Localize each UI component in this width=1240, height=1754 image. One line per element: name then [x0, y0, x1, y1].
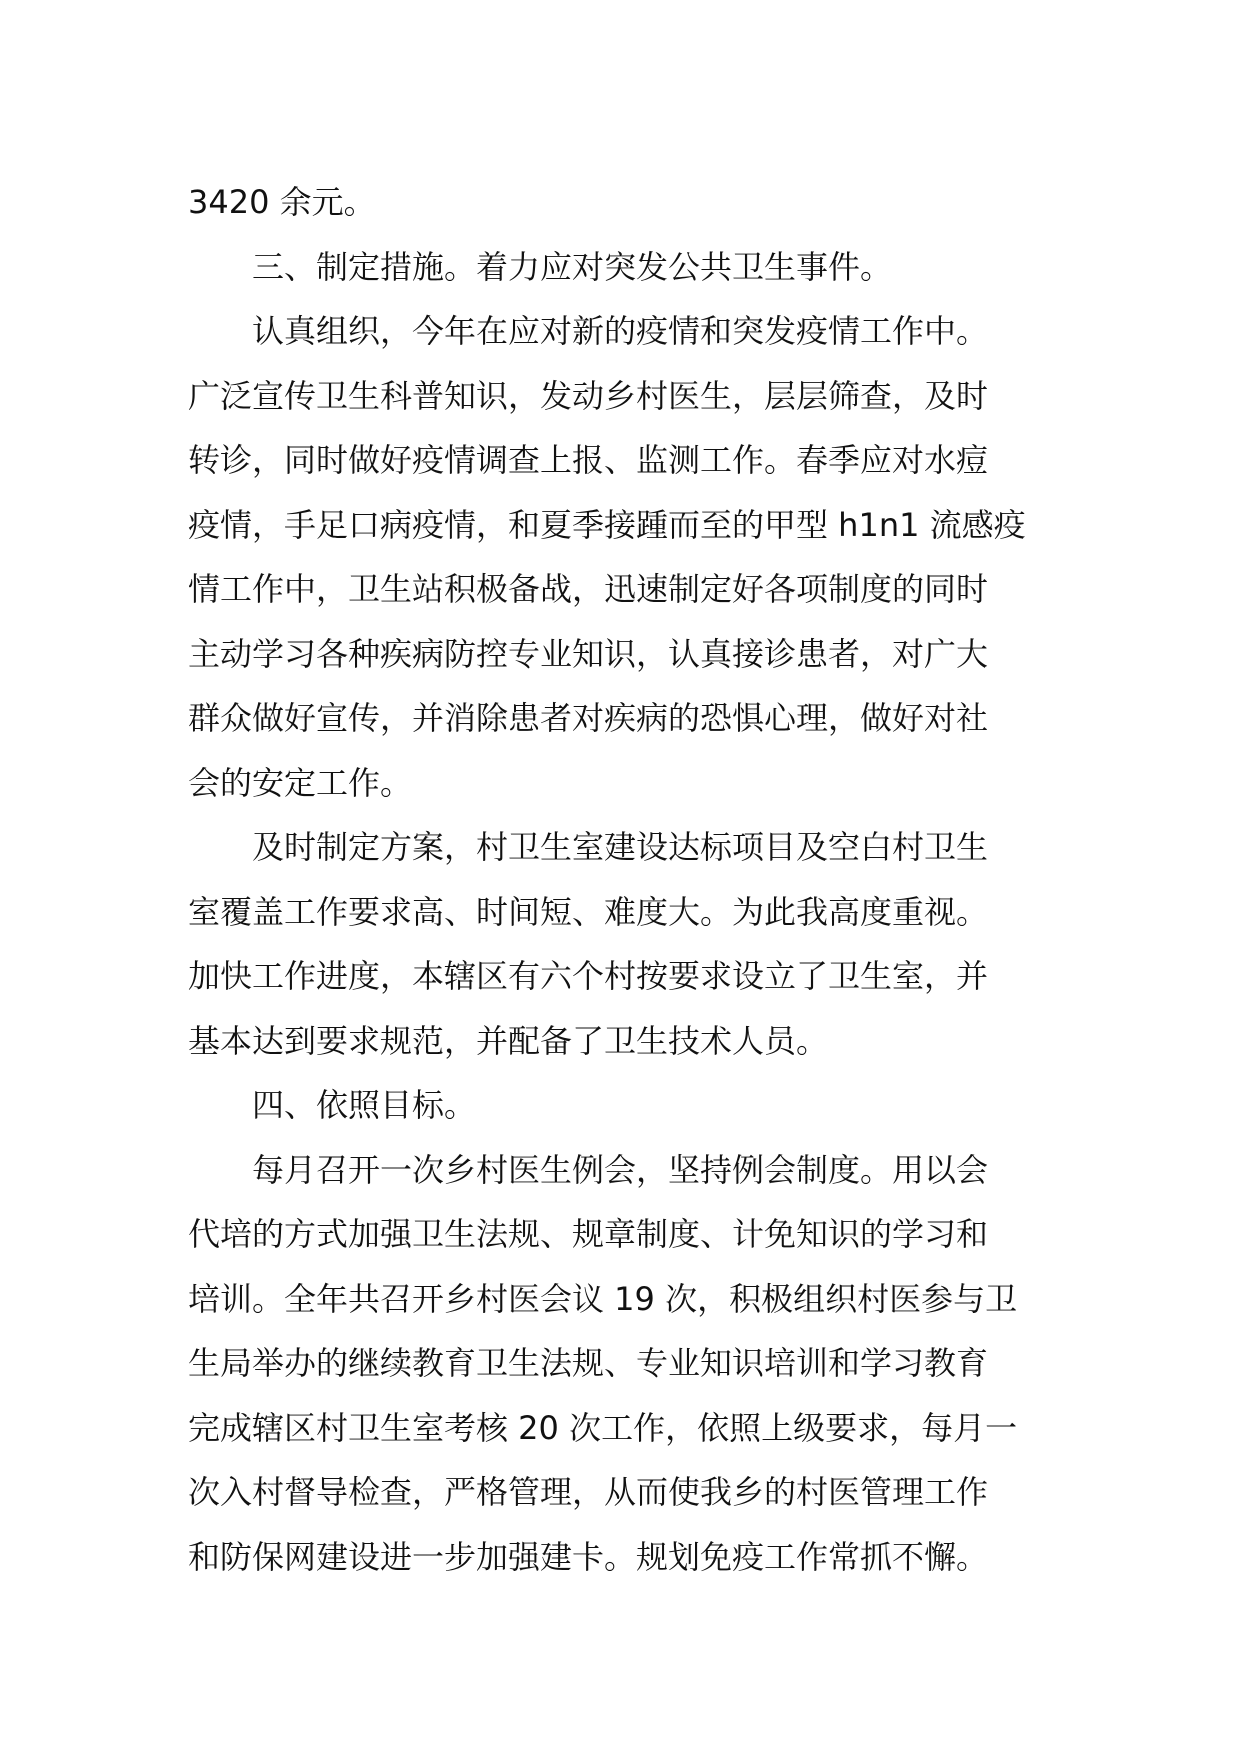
text-line: 基本达到要求规范，并配备了卫生技术人员。 [188, 1021, 829, 1060]
text-line: 会的安定工作。 [188, 763, 413, 802]
text-line: 和防保网建设进一步加强建卡。规划免疫工作常抓不懈。 [188, 1537, 989, 1576]
text-line: 次入村督导检查，严格管理，从而使我乡的村医管理工作 [188, 1473, 989, 1511]
text-line: 群众做好宣传，并消除患者对疾病的恐惧心理，做好对社 [188, 699, 989, 737]
text-line: 加快工作进度，本辖区有六个村按要求设立了卫生室，并 [188, 957, 989, 995]
document-body [188, 170, 1068, 1589]
text-line: 三、制定措施。着力应对突发公共卫生事件。 [252, 247, 893, 286]
text-line: 情工作中，卫生站积极备战，迅速制定好各项制度的同时 [188, 570, 989, 608]
text-line: 及时制定方案，村卫生室建设达标项目及空白村卫生 [252, 828, 989, 866]
text-line: 广泛宣传卫生科普知识，发动乡村医生，层层筛查，及时 [188, 376, 989, 415]
text-line: 室覆盖工作要求高、时间短、难度大。为此我高度重视。 [188, 892, 989, 931]
text-line: 3420 余元。 [188, 183, 376, 221]
text-line: 认真组织，今年在应对新的疫情和突发疫情工作中。 [252, 312, 989, 350]
text-line: 疫情，手足口病疫情，和夏季接踵而至的甲型 h1n1 流感疫 [188, 505, 1026, 544]
text-line: 代培的方式加强卫生法规、规章制度、计免知识的学习和 [188, 1215, 989, 1253]
text-line: 主动学习各种疾病防控专业知识，认真接诊患者，对广大 [188, 634, 989, 673]
text-line: 培训。全年共召开乡村医会议 19 次，积极组织村医参与卫 [188, 1279, 1018, 1318]
text-line: 四、依照目标。 [252, 1086, 477, 1124]
text-line: 完成辖区村卫生室考核 20 次工作，依照上级要求，每月一 [188, 1408, 1018, 1447]
text-line: 每月召开一次乡村医生例会，坚持例会制度。用以会 [252, 1150, 989, 1189]
text-line: 生局举办的继续教育卫生法规、专业知识培训和学习教育 [188, 1344, 989, 1382]
text-line: 转诊，同时做好疫情调查上报、监测工作。春季应对水痘 [188, 441, 989, 479]
